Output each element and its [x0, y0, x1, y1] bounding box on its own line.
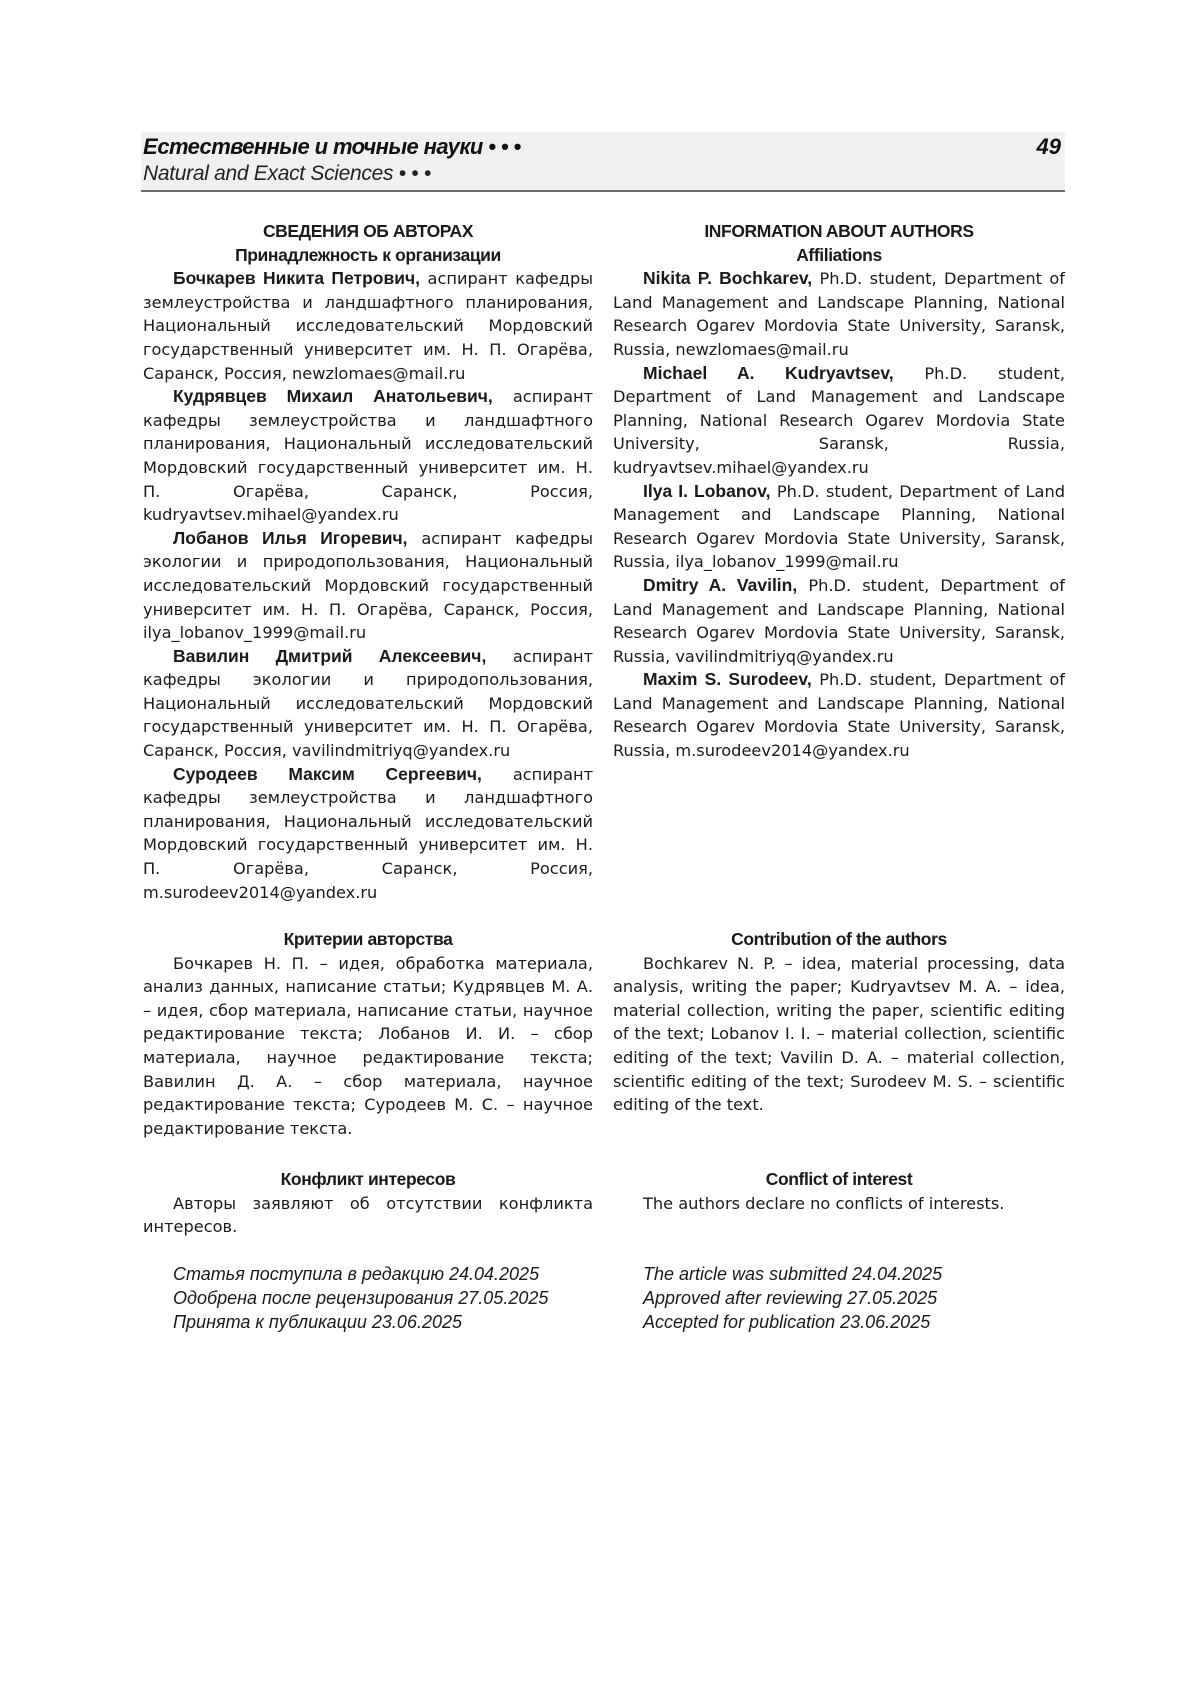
conflict-ru [143, 1168, 593, 1239]
authors-title-en: INFORMATION ABOUT AUTHORS [704, 221, 974, 241]
author-affiliation: аспирант кафедры землеустройства и ландшафтного планирования, Национальный исследовательский Мордовский государственный университет им. Н. П. Огарёва, Саранск, Россия, kudryavtsev.mihael@yandex.ru [143, 387, 594, 525]
journal-section-en: Natural and Exact Sciences • • • [143, 162, 431, 185]
conflict-en [613, 1168, 1065, 1215]
contribution-title-ru: Критерии авторства [283, 929, 453, 949]
author-entry [613, 668, 1065, 762]
authors-title-ru: СВЕДЕНИЯ ОБ АВТОРАХ [262, 221, 474, 241]
author-name: Ilya I. Lobanov, [643, 480, 771, 501]
author-affiliation: аспирант кафедры экологии и природопользования, Национальный исследовательский Мордовский государственный университет им. Н. П. Огарёва, Саранск, Россия, vavilindmitriyq@yandex.ru [143, 646, 594, 761]
contribution-title-en: Contribution of the authors [731, 929, 947, 949]
conflict-title-en: Conflict of interest [765, 1169, 913, 1189]
accepted-date-ru: Принята к публикации 23.06.2025 [173, 1312, 462, 1332]
author-affiliation: Ph.D. student, Department of Land Management and Landscape Planning, National Research Ogarev Mordovia State University, Saransk, Russia, newzlomaes@mail.ru [613, 269, 1065, 359]
author-name: Бочкарев Никита Петрович, [173, 268, 420, 289]
author-affiliation: аспирант кафедры экологии и природопользования, Национальный исследовательский Мордовский государственный университет им. Н. П. Огарёва, Саранск, Россия, ilya_lobanov_1999@mail.ru [143, 528, 593, 643]
contribution-text-en: Bochkarev N. P. – idea, material processing, data analysis, writing the paper; Kudryavtsev M. A. – idea, material collection, writing the paper, scientific editing of the text; Lobanov I. I. – material collection, scientific editing of the text; Vavilin D. A. – material collection, scientific editing of the text; Surodeev M. S. – scientific editing of the text. [613, 953, 1065, 1115]
authors-info-ru [143, 220, 593, 904]
affiliations-title-en: Affiliations [796, 244, 882, 265]
submitted-date-ru: Статья поступила в редакцию 24.04.2025 [173, 1264, 540, 1284]
conflict-title-ru: Конфликт интересов [280, 1169, 456, 1189]
page-number: 49 [1036, 134, 1061, 159]
author-entry [143, 763, 593, 905]
running-head [141, 132, 1065, 192]
author-entry [613, 267, 1065, 361]
contribution-ru [143, 928, 593, 1140]
author-name: Суродеев Максим Сергеевич, [173, 763, 482, 784]
author-name: Dmitry A. Vavilin, [643, 574, 798, 595]
authors-info-en [613, 220, 1065, 763]
conflict-text-en: The authors declare no conflicts of interests. [643, 1193, 1005, 1213]
author-entry [613, 480, 1065, 574]
author-affiliation: Ph.D. student, Department of Land Management and Landscape Planning, National Research Ogarev Mordovia State University, Saransk, Russia, ilya_lobanov_1999@mail.ru [613, 481, 1065, 572]
author-affiliation: Ph.D. student, Department of Land Management and Landscape Planning, National Research Ogarev Mordovia State University, Saransk, Russia, kudryavtsev.mihael@yandex.ru [613, 363, 1065, 477]
author-affiliation: Ph.D. student, Department of Land Management and Landscape Planning, National Research Ogarev Mordovia State University, Saransk, Russia, vavilindmitriyq@yandex.ru [613, 575, 1065, 666]
author-entry [143, 267, 593, 385]
author-entry [143, 527, 593, 645]
author-affiliation: аспирант кафедры землеустройства и ландшафтного планирования, Национальный исследовательский Мордовский государственный университет им. Н. П. Огарёва, Саранск, Россия, newzlomaes@mail.ru [143, 269, 593, 383]
author-entry [613, 362, 1065, 480]
journal-section-ru: Естественные и точные науки • • • [143, 134, 521, 159]
author-name: Вавилин Дмитрий Алексеевич, [173, 645, 487, 666]
dates-ru [143, 1262, 593, 1334]
author-name: Кудрявцев Михаил Анатольевич, [173, 386, 493, 407]
contribution-en [613, 928, 1065, 1117]
author-entry [143, 645, 593, 763]
approved-date-en: Approved after reviewing 27.05.2025 [643, 1288, 938, 1308]
accepted-date-en: Accepted for publication 23.06.2025 [643, 1312, 931, 1332]
dates-en [613, 1262, 1065, 1334]
affiliations-title-ru: Принадлежность к организации [235, 244, 501, 265]
author-name: Michael A. Kudryavtsev, [643, 362, 894, 383]
submitted-date-en: The article was submitted 24.04.2025 [643, 1264, 943, 1284]
author-name: Maxim S. Surodeev, [643, 669, 812, 690]
contribution-text-ru: Бочкарев Н. П. – идея, обработка материала, анализ данных, написание статьи; Кудрявцев М. А. – идея, сбор материала, написание статьи, научное редактирование текста; Лобанов И. И. – сбор материала, научное редактирование текста; Вавилин Д. А. – сбор материала, научное редактирование текста; Суродеев М. С. – научное редактирование текста. [143, 953, 593, 1138]
author-entry [613, 574, 1065, 668]
approved-date-ru: Одобрена после рецензирования 27.05.2025 [173, 1288, 549, 1308]
author-affiliation: Ph.D. student, Department of Land Management and Landscape Planning, National Research Ogarev Mordovia State University, Saransk, Russia, m.surodeev2014@yandex.ru [613, 670, 1065, 761]
author-name: Лобанов Илья Игоревич, [173, 527, 408, 548]
author-name: Nikita P. Bochkarev, [643, 268, 813, 289]
author-entry [143, 385, 593, 527]
conflict-text-ru: Авторы заявляют об отсутствии конфликта интересов. [143, 1193, 593, 1237]
author-affiliation: аспирант кафедры землеустройства и ландшафтного планирования, Национальный исследовательский Мордовский государственный университет им. Н. П. Огарёва, Саранск, Россия, m.surodeev2014@yandex.ru [143, 764, 593, 902]
